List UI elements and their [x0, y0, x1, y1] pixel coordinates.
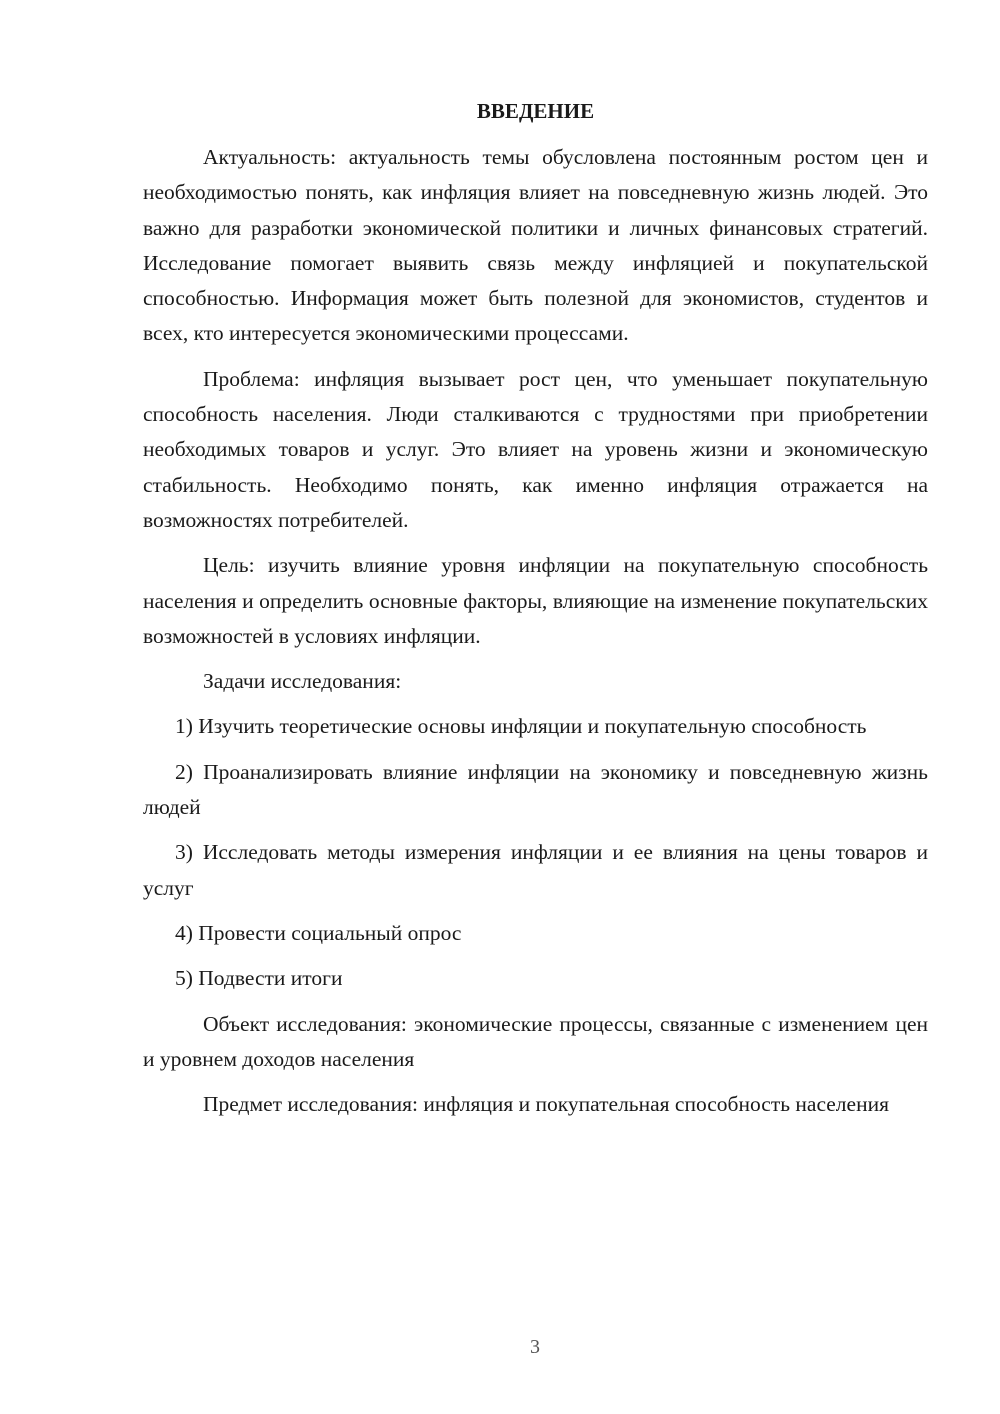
task-item: 4) Провести социальный опрос	[175, 920, 462, 945]
tasks-heading: Задачи исследования:	[203, 669, 402, 694]
problem-paragraph: Проблема: инфляция вызывает рост цен, что уменьшает покупательную способность населения. Люди сталкиваются с трудностями при приобретении необходимых товаров и услуг. Это влияет на уровень жизни и экономическую стабильность. Необходимо понять, как именно инфляция отражается на возможностях потребителей.	[143, 366, 928, 532]
task-item: 3) Исследовать методы измерения инфляции и ее влияния на цены товаров и услуг	[143, 840, 928, 900]
subject-paragraph: Предмет исследования: инфляция и покупательная способность населения	[203, 1092, 889, 1117]
task-item: 5) Подвести итоги	[175, 966, 343, 991]
object-paragraph: Объект исследования: экономические процессы, связанные с изменением цен и уровнем доходов населения	[143, 1011, 928, 1071]
page-number: 3	[530, 1336, 540, 1358]
section-title: ВВЕДЕНИЕ	[476, 99, 595, 123]
task-item: 1) Изучить теоретические основы инфляции и покупательную способность	[175, 714, 867, 739]
document-page	[143, 96, 928, 1122]
goal-paragraph: Цель: изучить влияние уровня инфляции на покупательную способность населения и определить основные факторы, влияющие на изменение покупательских возможностей в условиях инфляции.	[143, 553, 928, 648]
task-item: 2) Проанализировать влияние инфляции на экономику и повседневную жизнь людей	[143, 759, 928, 820]
relevance-paragraph: Актуальность: актуальность темы обусловлена постоянным ростом цен и необходимостью понять, как инфляция влияет на повседневную жизнь людей. Это важно для разработки экономической политики и личных финансовых стратегий. Исследование помогает выявить связь между инфляцией и покупательской способностью. Информация может быть полезной для экономистов, студентов и всех, кто интересуется экономическими процессами.	[143, 145, 928, 346]
